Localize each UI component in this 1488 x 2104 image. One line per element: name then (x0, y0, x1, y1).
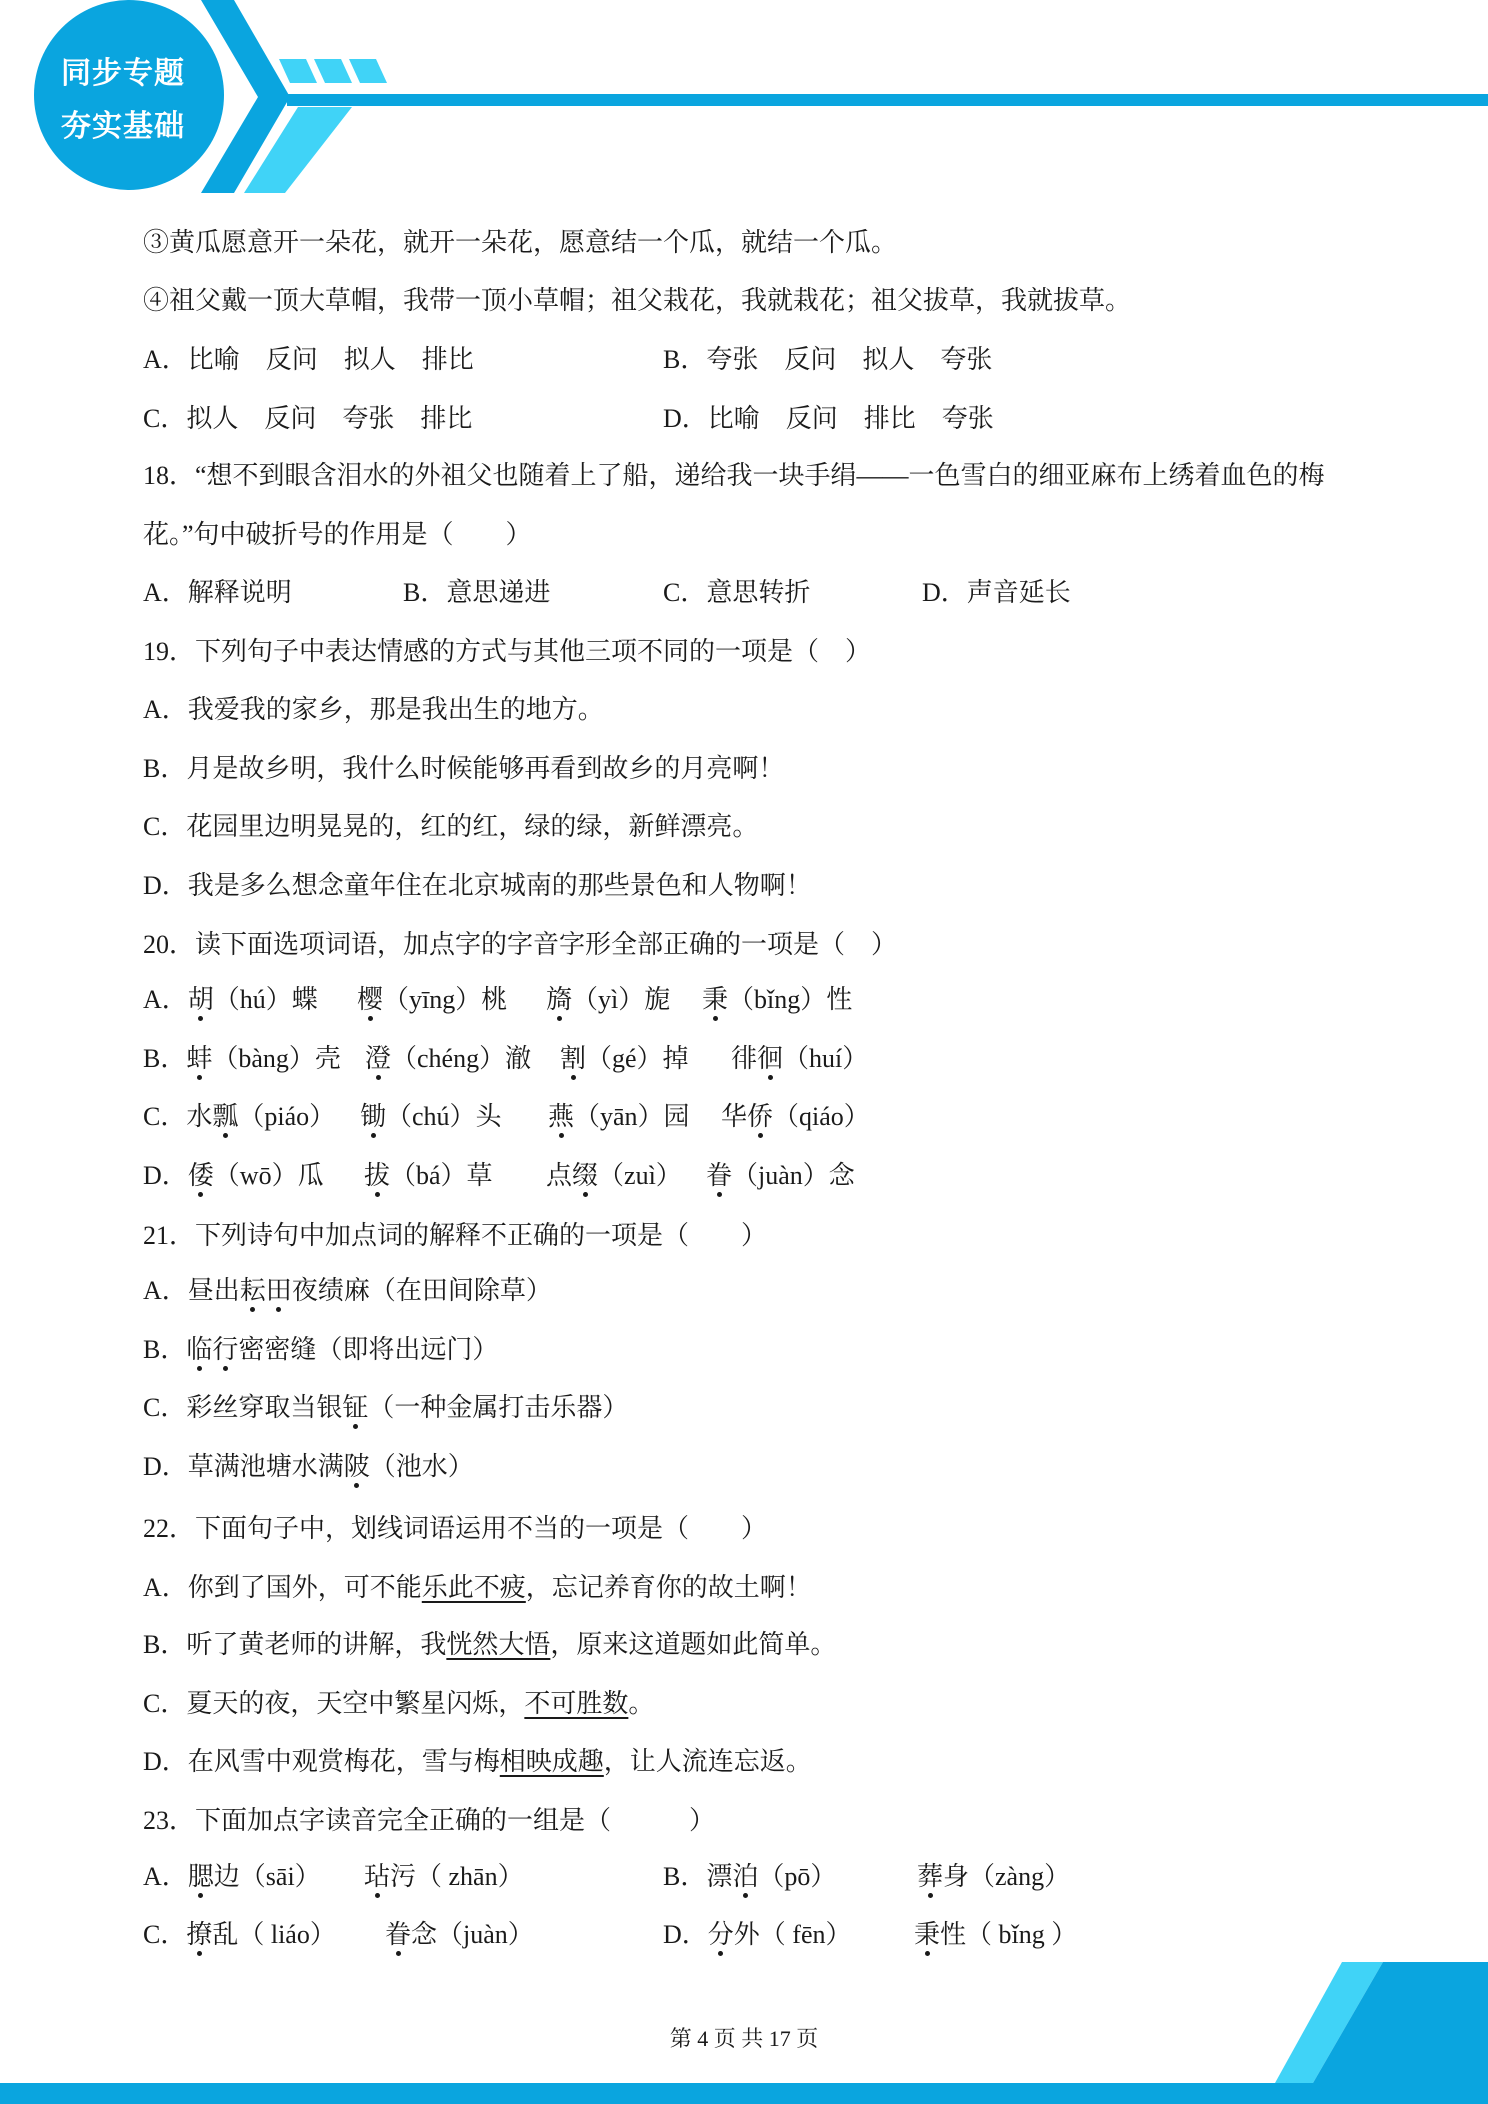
dotted-char: 玷 (364, 1859, 390, 1895)
dotted-char: 倭 (188, 1158, 214, 1194)
dotted-char: 行 (212, 1332, 238, 1368)
text-run: （一种金属打击乐器） (368, 1393, 629, 1422)
q20-d-word-4 (706, 1158, 855, 1194)
footer-blue-block (1313, 1962, 1488, 2083)
q20-option-c (0, 1099, 1488, 1135)
q22-option-b (143, 1627, 836, 1663)
text-run: （bá）草 (390, 1161, 493, 1190)
q22-option-c (143, 1686, 654, 1722)
q17-statement-3: ③黄瓜愿意开一朵花，就开一朵花，愿意结一个瓜，就结一个瓜。 (143, 228, 898, 257)
q19-stem: 19．下列句子中表达情感的方式与其他三项不同的一项是（ ） (143, 637, 872, 666)
q21-stem: 21．下列诗句中加点词的解释不正确的一项是（ ） (143, 1221, 768, 1250)
dotted-char: 樱 (357, 982, 383, 1018)
q18-option-a: A．解释说明 (143, 578, 292, 607)
text-run: （piáo） (238, 1102, 336, 1131)
dotted-char: 瓢 (212, 1099, 238, 1135)
text-run: 性（ bǐng ） (940, 1920, 1078, 1949)
header-badge-circle (34, 0, 224, 190)
q23-c-word-1 (143, 1917, 336, 1953)
text-run: 污（ zhān） (390, 1862, 524, 1891)
q19-option-d: D．我是多么想念童年住在北京城南的那些景色和人物啊！ (143, 871, 812, 900)
q17-options-row-1 (0, 342, 1488, 378)
dotted-char: 锄 (360, 1099, 386, 1135)
q17-option-c: C．拟人 反问 夸张 排比 (143, 404, 473, 433)
text-run: ，忘记养育你的故土啊！ (525, 1573, 812, 1602)
dotted-char: 撩 (186, 1917, 212, 1953)
text-run: D． (143, 1161, 188, 1190)
q21-option-b (143, 1332, 498, 1368)
q20-a-word-4 (702, 982, 852, 1018)
text-run: A． (143, 985, 188, 1014)
page-number: 第 4 页 共 17 页 (669, 2026, 819, 2051)
q17-options-row-2 (0, 401, 1488, 437)
underlined-phrase: 相映成趣 (499, 1747, 604, 1776)
text-run: A． (143, 1862, 188, 1891)
dotted-char: 眷 (385, 1917, 411, 1953)
text-run: 华 (721, 1102, 748, 1131)
q20-c-word-1 (143, 1099, 335, 1135)
dotted-char: 燕 (548, 1099, 574, 1135)
dotted-char: 缀 (572, 1158, 598, 1194)
text-run: （gé）掉 (586, 1044, 689, 1073)
text-run: （yì）旎 (572, 985, 671, 1014)
q19-option-c: C．花园里边明晃晃的，红的红，绿的绿，新鲜漂亮。 (143, 812, 759, 841)
q20-a-word-3 (546, 982, 670, 1018)
text-run: 夜绩麻（在田间除草） (291, 1276, 552, 1305)
underlined-phrase: 恍然大悟 (446, 1630, 551, 1659)
text-run: 密密缝（即将出远门） (238, 1335, 499, 1364)
q22-option-a (143, 1570, 812, 1606)
q20-option-a (0, 982, 1488, 1018)
text-run: A．你到了国外，可不能 (143, 1573, 422, 1602)
dotted-char: 旖 (546, 982, 572, 1018)
q18-options-row (0, 575, 1488, 611)
text-run: B．漂 (663, 1862, 733, 1891)
q23-b-word-2 (917, 1859, 1070, 1895)
underlined-phrase: 不可胜数 (524, 1689, 629, 1718)
header-bar (287, 94, 1488, 106)
q23-d-word-1 (663, 1917, 852, 1953)
header-stripe-3 (349, 59, 387, 83)
q22-stem: 22．下面句子中，划线词语运用不当的一项是（ ） (143, 1514, 768, 1543)
q17-statement-4: ④祖父戴一顶大草帽，我带一顶小草帽；祖父栽花，我就栽花；祖父拔草，我就拔草。 (143, 286, 1132, 315)
text-run: （yīng）桃 (383, 985, 508, 1014)
text-run: （qiáo） (773, 1102, 870, 1131)
text-run: ，让人流连忘返。 (603, 1747, 812, 1776)
q20-d-word-1 (143, 1158, 324, 1194)
q20-c-word-4 (721, 1099, 870, 1135)
header-stripe-1 (279, 59, 317, 83)
dotted-char: 钲 (342, 1390, 368, 1426)
text-run: D． (663, 1920, 708, 1949)
dotted-char: 眷 (706, 1158, 732, 1194)
q21-option-c (143, 1390, 628, 1426)
dotted-char: 澄 (365, 1041, 391, 1077)
dotted-char: 侨 (747, 1099, 773, 1135)
header-stripe-2 (314, 59, 352, 83)
text-run: 身（zàng） (943, 1862, 1071, 1891)
q17-option-b: B．夸张 反问 拟人 夸张 (663, 345, 993, 374)
q20-b-word-3 (560, 1041, 689, 1077)
dotted-char: 耘 (240, 1273, 266, 1309)
q20-b-word-1 (143, 1041, 341, 1077)
dotted-char: 拔 (364, 1158, 390, 1194)
q20-c-word-3 (548, 1099, 690, 1135)
q23-b-word-1 (663, 1859, 836, 1895)
text-run: A．昼出 (143, 1276, 240, 1305)
footer-bar (0, 2083, 1488, 2104)
dotted-char: 临 (186, 1332, 212, 1368)
footer-cyan-stripe (1275, 1962, 1383, 2083)
q23-a-word-2 (364, 1859, 524, 1895)
q20-b-word-2 (365, 1041, 531, 1077)
dotted-char: 泊 (732, 1859, 758, 1895)
text-run: （pō） (758, 1862, 837, 1891)
text-run: （hú）蝶 (213, 985, 318, 1014)
q20-a-word-1 (143, 982, 318, 1018)
q20-a-word-2 (357, 982, 507, 1018)
q20-d-word-2 (364, 1158, 493, 1194)
dotted-char: 分 (708, 1917, 734, 1953)
q20-c-word-2 (360, 1099, 502, 1135)
dotted-char: 葬 (917, 1859, 943, 1895)
text-run: C．彩丝穿取当银 (143, 1393, 343, 1422)
text-run: C．夏天的夜，天空中繁星闪烁， (143, 1689, 525, 1718)
text-run: 。 (628, 1689, 655, 1718)
text-run: B．听了黄老师的讲解，我 (143, 1630, 447, 1659)
text-run: （chú）头 (386, 1102, 502, 1131)
text-run: 点 (546, 1161, 573, 1190)
text-run: （wō）瓜 (213, 1161, 324, 1190)
text-run: 乱（ liáo） (212, 1920, 336, 1949)
text-run: ，原来这道题如此简单。 (550, 1630, 837, 1659)
dotted-char: 徊 (757, 1041, 783, 1077)
underlined-phrase: 乐此不疲 (421, 1573, 526, 1602)
q21-option-a (143, 1273, 552, 1309)
text-run: D．在风雪中观赏梅花，雪与梅 (143, 1747, 500, 1776)
badge-title-line2: 夯实基础 (61, 109, 185, 144)
q18-stem-line1: 18．“想不到眼含泪水的外祖父也随着上了船，递给我一块手绢——一色雪白的细亚麻布上绣着血色的梅 (143, 461, 1325, 490)
text-run: （yān）园 (574, 1102, 690, 1131)
dotted-char: 陂 (344, 1449, 370, 1485)
q17-option-a: A．比喻 反问 拟人 排比 (143, 345, 474, 374)
text-run: （juàn）念 (732, 1161, 855, 1190)
dotted-char: 胡 (188, 982, 214, 1018)
dotted-char: 田 (266, 1273, 292, 1309)
q23-c-word-2 (385, 1917, 534, 1953)
text-run: （chéng）澈 (391, 1044, 532, 1073)
text-run: C．水 (143, 1102, 213, 1131)
text-run: （bǐng）性 (728, 985, 853, 1014)
text-run: 外（ fēn） (733, 1920, 852, 1949)
text-run: （zuì） (598, 1161, 682, 1190)
q18-stem-line2: 花。”句中破折号的作用是（ ） (143, 520, 532, 549)
q20-stem: 20．读下面选项词语，加点字的字音字形全部正确的一项是（ ） (143, 930, 898, 959)
header-decoration (0, 0, 1488, 200)
q17-option-d: D．比喻 反问 排比 夸张 (663, 404, 994, 433)
text-run: B． (143, 1335, 187, 1364)
dotted-char: 蚌 (186, 1041, 212, 1077)
text-run: 念（juàn） (411, 1920, 534, 1949)
text-run: C． (143, 1920, 187, 1949)
q20-option-b (0, 1041, 1488, 1077)
text-run: （bàng）壳 (212, 1044, 341, 1073)
dotted-char: 秉 (702, 982, 728, 1018)
dotted-char: 割 (560, 1041, 586, 1077)
text-run: D．草满池塘水满 (143, 1452, 344, 1481)
dotted-char: 秉 (914, 1917, 940, 1953)
q23-a-word-1 (143, 1859, 321, 1895)
text-run: B． (143, 1044, 187, 1073)
text-run: （池水） (369, 1452, 474, 1481)
q20-option-d (0, 1158, 1488, 1194)
badge-title-line1: 同步专题 (61, 56, 185, 91)
q18-option-b: B．意思递进 (403, 578, 551, 607)
q23-options-row-2 (0, 1917, 1488, 1953)
dotted-char: 腮 (188, 1859, 214, 1895)
q23-stem: 23．下面加点字读音完全正确的一组是（ ） (143, 1806, 716, 1835)
q18-option-d: D．声音延长 (922, 578, 1071, 607)
q22-option-d (143, 1744, 812, 1780)
q18-option-c: C．意思转折 (663, 578, 811, 607)
text-run: 边（sāi） (213, 1862, 321, 1891)
q21-option-d (143, 1449, 474, 1485)
q23-d-word-2 (914, 1917, 1077, 1953)
text-run: （huí） (783, 1044, 869, 1073)
q19-option-a: A．我爱我的家乡，那是我出生的地方。 (143, 695, 604, 724)
q20-b-word-4 (731, 1041, 868, 1077)
text-run: 徘 (731, 1044, 758, 1073)
q20-d-word-3 (546, 1158, 682, 1194)
q23-options-row-1 (0, 1859, 1488, 1895)
q19-option-b: B．月是故乡明，我什么时候能够再看到故乡的月亮啊！ (143, 754, 785, 783)
